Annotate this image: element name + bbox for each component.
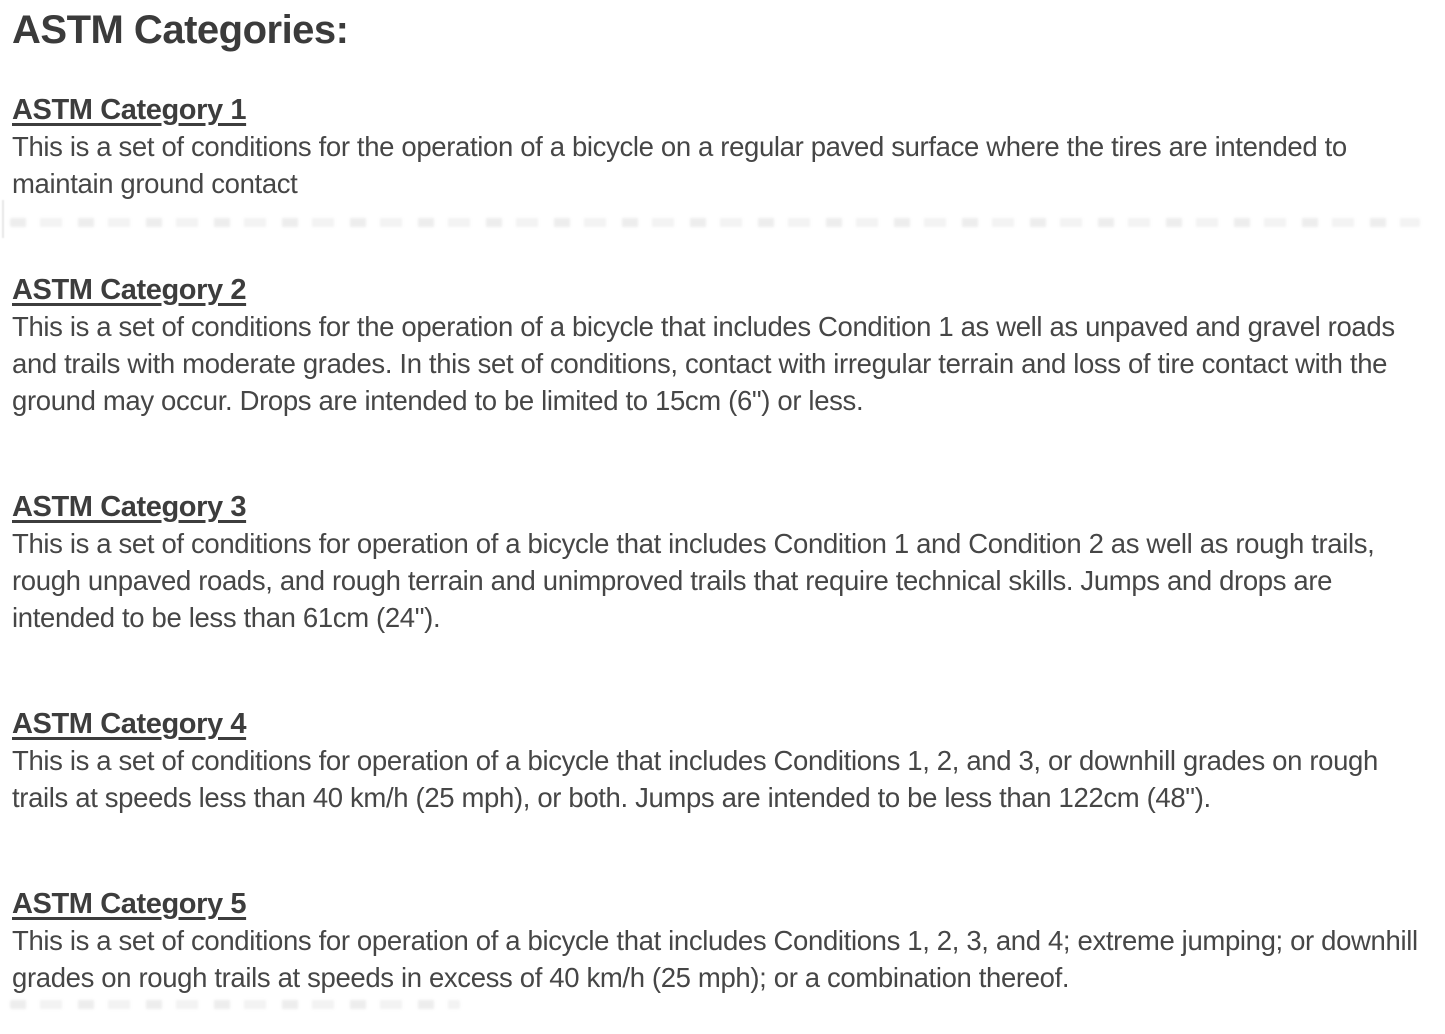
- astm-category-4-section: [12, 706, 1435, 816]
- faded-cutoff-text-artifact-top: [10, 218, 1420, 227]
- page-title: ASTM Categories:: [12, 8, 349, 52]
- left-edge-artifact: [2, 200, 4, 238]
- astm-category-4-description: This is a set of conditions for operation of a bicycle that includes Conditions 1, 2, and 3, or downhill grades on rough trails at speeds less than 40 km/h (25 mph), or both. Jumps are intended to be less than 122cm (48").: [12, 745, 1378, 813]
- faded-cutoff-text-artifact-bottom: [10, 1000, 460, 1009]
- astm-category-5-section: [12, 886, 1435, 996]
- astm-category-3-heading: ASTM Category 3: [12, 491, 247, 523]
- astm-category-5-heading: ASTM Category 5: [12, 888, 247, 920]
- astm-category-2-section: [12, 272, 1435, 419]
- astm-category-3-section: [12, 489, 1435, 636]
- astm-category-4-heading: ASTM Category 4: [12, 708, 247, 740]
- astm-category-1-heading: ASTM Category 1: [12, 94, 247, 126]
- astm-category-2-heading: ASTM Category 2: [12, 274, 247, 306]
- astm-category-3-description: This is a set of conditions for operation of a bicycle that includes Condition 1 and Condition 2 as well as rough trails, rough unpaved roads, and rough terrain and unimproved trails that require technical skills. Jumps and drops are intended to be less than 61cm (24").: [12, 528, 1375, 633]
- astm-category-5-description: This is a set of conditions for operation of a bicycle that includes Conditions 1, 2, 3, and 4; extreme jumping; or downhill grades on rough trails at speeds in excess of 40 km/h (25 mph); or a combination thereof.: [12, 925, 1418, 993]
- astm-category-2-description: This is a set of conditions for the operation of a bicycle that includes Condition 1 as well as unpaved and gravel roads and trails with moderate grades. In this set of conditions, contact with irregular terrain and loss of tire contact with the ground may occur. Drops are intended to be limited to 15cm (6") or less.: [12, 311, 1395, 416]
- astm-category-1-section: [12, 92, 1435, 202]
- astm-category-1-description: This is a set of conditions for the operation of a bicycle on a regular paved surface where the tires are intended to maintain ground contact: [12, 131, 1347, 199]
